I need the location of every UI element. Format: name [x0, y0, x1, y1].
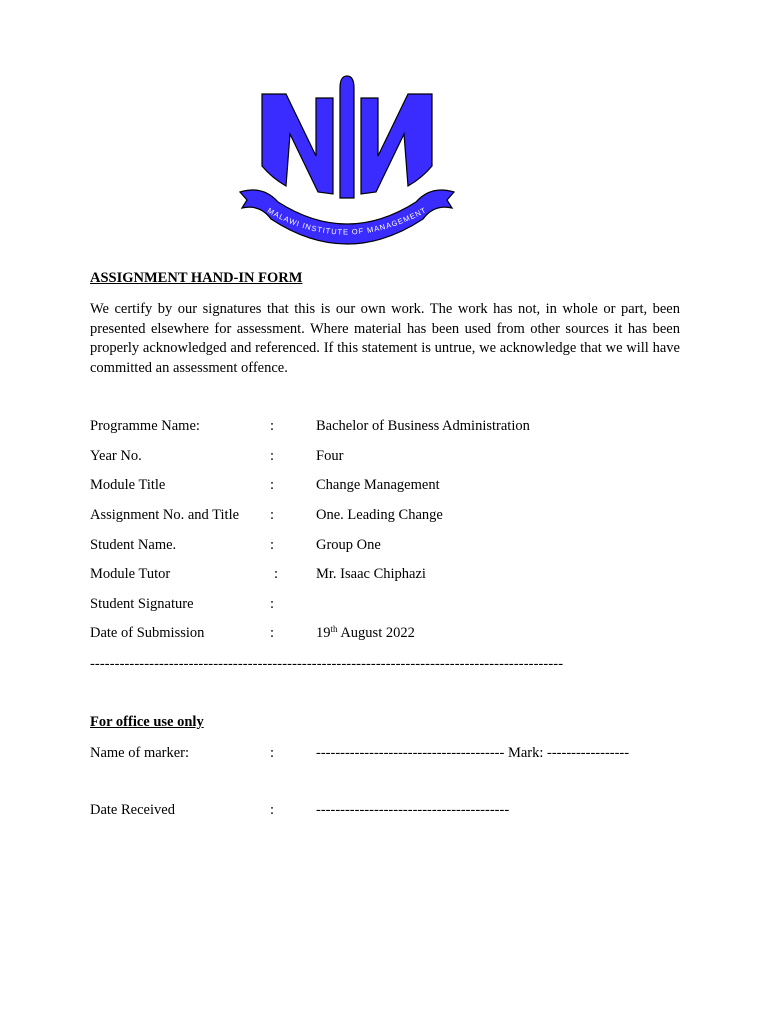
field-name-of-marker — [90, 745, 710, 765]
date-day: 19 — [316, 625, 331, 641]
field-label: Programme Name: — [90, 418, 200, 434]
field-student-signature — [90, 596, 710, 616]
field-date-of-submission — [90, 625, 710, 645]
field-colon: : — [270, 418, 275, 434]
certification-statement: We certify by our signatures that this is our own work. The work has not, in whole or part, been presented elsewhere for assessment. Where material has been used from other sources it has been properly acknowledged and referenced. If this statement is untrue, we acknowledge that we will have committed an assessment offence. — [90, 301, 680, 376]
field-label: Year No. — [90, 448, 142, 464]
mim-logo — [238, 74, 456, 250]
field-colon: : — [270, 537, 275, 553]
field-colon: : — [270, 802, 275, 818]
field-value — [316, 625, 415, 642]
field-student-name — [90, 537, 710, 557]
field-label: Name of marker: — [90, 745, 190, 761]
date-rest: August 2022 — [337, 625, 415, 641]
field-module-tutor — [90, 566, 710, 586]
field-label: Student Name. — [90, 537, 177, 553]
field-label: Module Tutor — [90, 566, 171, 582]
field-value: Group One — [316, 537, 381, 553]
field-label: Assignment No. and Title — [90, 507, 240, 523]
field-label: Student Signature — [90, 596, 194, 612]
field-assignment-title — [90, 507, 710, 527]
form-title: ASSIGNMENT HAND-IN FORM — [90, 270, 303, 286]
field-colon: : — [270, 745, 275, 761]
field-date-received — [90, 802, 710, 822]
field-label: Date of Submission — [90, 625, 205, 641]
separator-line: ------------------------------------------------------------------------------------------------ — [90, 656, 564, 672]
field-year-no — [90, 448, 710, 468]
field-programme-name — [90, 418, 710, 438]
field-label: Module Title — [90, 477, 166, 493]
field-colon: : — [270, 507, 275, 523]
received-line: ---------------------------------------- — [316, 802, 510, 818]
marker-mark-line: --------------------------------------- Mark: ----------------- — [316, 745, 630, 761]
field-colon: : — [270, 625, 275, 641]
field-colon: : — [274, 566, 279, 582]
office-use-title: For office use only — [90, 714, 204, 730]
field-module-title — [90, 477, 710, 497]
field-value: Four — [316, 448, 344, 464]
field-value: Mr. Isaac Chiphazi — [316, 566, 426, 582]
field-value: Change Management — [316, 477, 440, 493]
field-colon: : — [270, 596, 275, 612]
field-label: Date Received — [90, 802, 175, 818]
field-colon: : — [270, 477, 275, 493]
field-value: One. Leading Change — [316, 507, 443, 523]
date-suffix: th — [330, 624, 338, 634]
field-colon: : — [270, 448, 275, 464]
field-value: Bachelor of Business Administration — [316, 418, 530, 434]
logo-arc-text: MALAWI INSTITUTE OF MANAGEMENT — [265, 205, 429, 237]
